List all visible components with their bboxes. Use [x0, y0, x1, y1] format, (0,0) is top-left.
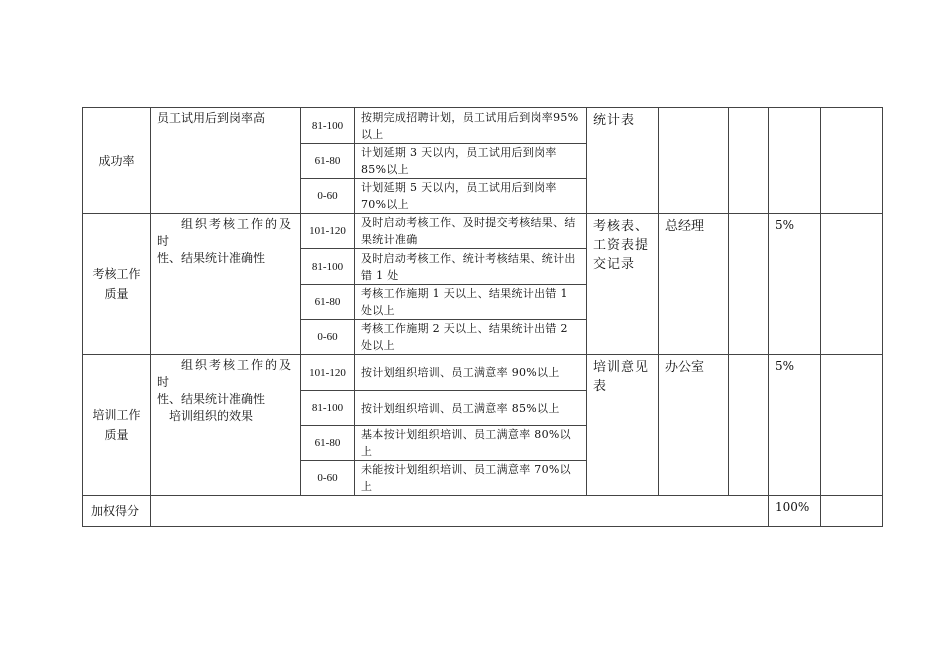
- total-row: [83, 496, 883, 527]
- dimension-cell: [83, 108, 151, 214]
- data-source-cell: [587, 108, 659, 214]
- data-source-cell: [587, 355, 659, 496]
- goal-text: 组织考核工作的及时: [157, 358, 294, 389]
- weight-cell: [769, 355, 821, 496]
- data-source-text: 培训意见表: [593, 360, 650, 394]
- owner-cell: [659, 214, 729, 355]
- weight-cell: [769, 108, 821, 214]
- goal-cell: [151, 355, 301, 496]
- goal-cell: [151, 214, 301, 355]
- score-range: 101-120: [301, 355, 355, 391]
- standard-text: 考核工作施期 1 天以上、结果统计出错 1 处以上: [355, 285, 587, 320]
- goal-text: 性、结果统计准确性: [157, 251, 266, 265]
- blank-cell: [729, 214, 769, 355]
- score-blank-cell: [821, 108, 883, 214]
- owner-text: 总经理: [665, 219, 705, 234]
- weight-text: 5%: [775, 218, 795, 232]
- dimension-label: 培训工作: [92, 408, 141, 422]
- data-source-text: 统计表: [593, 113, 636, 128]
- score-range: 81-100: [301, 249, 355, 285]
- score-range: 61-80: [301, 426, 355, 461]
- dimension-label: 质量: [104, 428, 129, 442]
- standard-text: 未能按计划组织培训、员工满意率 70%以上: [355, 461, 587, 496]
- standard-text: 按期完成招聘计划，员工试用后到岗率95%以上: [355, 108, 587, 144]
- blank-cell: [729, 108, 769, 214]
- goal-text: 培训组织的效果: [169, 409, 254, 423]
- score-range: 61-80: [301, 144, 355, 179]
- total-blank-cell: [151, 496, 769, 527]
- table-row: [83, 214, 883, 249]
- kpi-table: [82, 107, 883, 527]
- standard-text: 基本按计划组织培训、员工满意率 80%以上: [355, 426, 587, 461]
- weight-text: 5%: [775, 359, 795, 373]
- owner-cell: [659, 355, 729, 496]
- score-range: 81-100: [301, 108, 355, 144]
- goal-text: 员工试用后到岗率高: [157, 111, 266, 125]
- standard-text: 计划延期 3 天以内，员工试用后到岗率85%以上: [355, 144, 587, 179]
- score-range: 61-80: [301, 285, 355, 320]
- dimension-label: 质量: [104, 287, 129, 301]
- total-label: 加权得分: [83, 496, 151, 527]
- blank-cell: [729, 355, 769, 496]
- standard-text: 考核工作施期 2 天以上、结果统计出错 2 处以上: [355, 320, 587, 355]
- score-range: 101-120: [301, 214, 355, 249]
- data-source-text: 考核表、工资表提交记录: [593, 219, 650, 272]
- standard-text: 计划延期 5 天以内，员工试用后到岗率70%以上: [355, 179, 587, 214]
- weight-cell: [769, 214, 821, 355]
- data-source-cell: [587, 214, 659, 355]
- goal-text: 组织考核工作的及时: [157, 217, 294, 248]
- score-blank-cell: [821, 355, 883, 496]
- owner-cell: [659, 108, 729, 214]
- dimension-cell: [83, 355, 151, 496]
- standard-text: 按计划组织培训、员工满意率 85%以上: [355, 391, 587, 426]
- table-row: [83, 108, 883, 144]
- score-range: 0-60: [301, 320, 355, 355]
- dimension-label: 成功率: [98, 153, 135, 168]
- dimension-label: 考核工作: [92, 267, 141, 281]
- owner-text: 办公室: [665, 360, 705, 375]
- score-blank-cell: [821, 214, 883, 355]
- standard-text: 及时启动考核工作、统计考核结果、统计出错 1 处: [355, 249, 587, 285]
- score-range: 0-60: [301, 461, 355, 496]
- standard-text: 按计划组织培训、员工满意率 90%以上: [355, 355, 587, 391]
- dimension-cell: [83, 214, 151, 355]
- total-score-cell: [821, 496, 883, 527]
- total-weight: 100%: [769, 496, 821, 527]
- standard-text: 及时启动考核工作、及时提交考核结果、结果统计准确: [355, 214, 587, 249]
- goal-cell: [151, 108, 301, 214]
- score-range: 0-60: [301, 179, 355, 214]
- table-row: [83, 355, 883, 391]
- score-range: 81-100: [301, 391, 355, 426]
- goal-text: 性、结果统计准确性: [157, 392, 266, 406]
